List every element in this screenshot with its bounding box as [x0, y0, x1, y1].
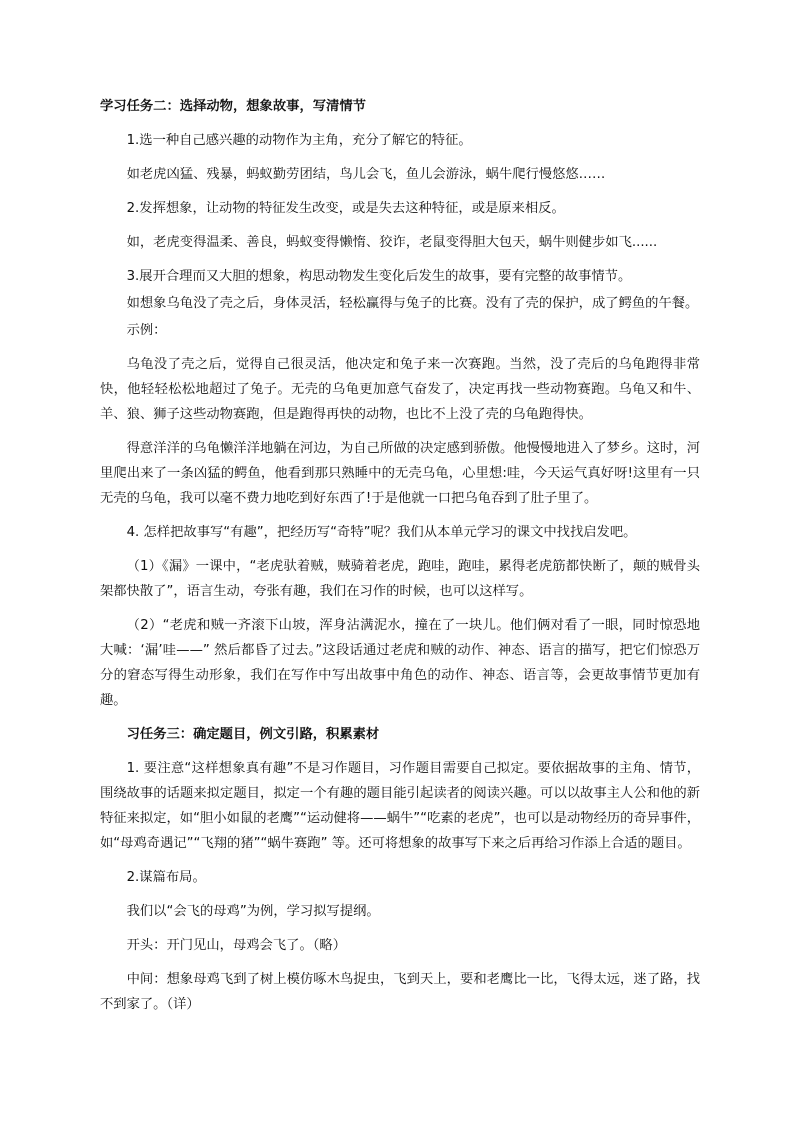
task3-item1: 1. 要注意“这样想象真有趣”不是习作题目，习作题目需要自己拟定。要依据故事的主角、情节，围绕故事的话题来拟定题目，拟定一个有趣的题目能引起读者的阅读兴趣。可以以故事主人公和他的新特征来拟定，如“胆小如鼠的老鹰”“运动健将——蜗牛”“吃素的老虎”，也可以是动物经历的奇异事件，如“母鸡奇遇记”“飞翔的猪”“蜗牛赛跑” 等。还可将想象的故事写下来之后再给习作添上合适的题目。	[100, 761, 700, 851]
task2-item4: 4. 怎样把故事写“有趣”，把经历写“奇特”呢？我们从本单元学习的课文中找找启发吧。	[126, 525, 637, 540]
task2-item3: 3.展开合理而又大胆的想象，构思动物发生变化后发生的故事，要有完整的故事情节。	[126, 269, 632, 284]
task3-item2: 2.谋篇布局。	[126, 870, 206, 885]
task2-item4-sub1: （1）《漏》一课中，“老虎驮着贼，贼骑着老虎，跑哇，跑哇，累得老虎筋都快断了，颠的贼骨头架都快散了”，语言生动，夸张有趣，我们在习作的时候，也可以这样写。	[100, 559, 700, 599]
example-paragraph-1: 乌龟没了壳之后，觉得自己很灵活，他决定和兔子来一次赛跑。当然，没了壳后的乌龟跑得非常快，他轻轻松松地超过了兔子。无壳的乌龟更加意气奋发了，决定再找一些动物赛跑。乌龟又和牛、羊、狼、狮子这些动物赛跑，但是跑得再快的动物，也比不上没了壳的乌龟跑得快。	[100, 357, 700, 422]
example-paragraph-2: 得意洋洋的乌龟懒洋洋地躺在河边，为自己所做的决定感到骄傲。他慢慢地进入了梦乡。这时，河里爬出来了一条凶猛的鳄鱼，他看到那只熟睡中的无壳乌龟，心里想:哇，今天运气真好呀!这里有一只无壳的乌龟，我可以毫不费力地吃到好东西了!于是他就一口把乌龟吞到了肚子里了。	[100, 441, 700, 506]
task2-item3-example: 如想象乌龟没了壳之后，身体灵活，轻松赢得与兔子的比赛。没有了壳的保护，成了鳄鱼的午餐。	[126, 296, 699, 311]
task2-item2: 2.发挥想象，让动物的特征发生改变，或是失去这种特征，或是原来相反。	[126, 201, 565, 216]
task2-item1: 1.选一种自己感兴趣的动物作为主角，充分了解它的特征。	[126, 133, 472, 148]
task2-item4-sub2: （2）“老虎和贼一齐滚下山坡，浑身沾满泥水，撞在了一块儿。他们俩对看了一眼，同时惊恐地大喊：‘漏’哇——” 然后都昏了过去。”这段话通过老虎和贼的动作、神态、语言的描写，把它们惊恐万分的窘态写得生动形象，我们在写作中写出故事中角色的动作、神态、语言等，会更故事情节更加有趣。	[100, 618, 700, 708]
outline-middle: 中间：想象母鸡飞到了树上模仿啄木鸟捉虫，飞到天上，要和老鹰比一比，飞得太远，迷了路，找不到家了。（详）	[100, 972, 700, 1012]
task2-heading: 学习任务二：选择动物，想象故事，写清情节	[100, 99, 366, 114]
outline-start: 开头：开门见山，母鸡会飞了。（略）	[126, 938, 346, 953]
task2-item1-example: 如老虎凶猛、残暴，蚂蚁勤劳团结，鸟儿会飞，鱼儿会游泳，蜗牛爬行慢悠悠……	[126, 167, 606, 182]
task3-heading: 习任务三：确定题目，例文引路，积累素材	[126, 727, 380, 742]
task2-item2-example: 如，老虎变得温柔、善良，蚂蚁变得懒惰、狡诈，老鼠变得胆大包天，蜗牛则健步如飞......	[126, 235, 658, 250]
document-body	[100, 94, 700, 1017]
outline-intro: 我们以“会飞的母鸡”为例，学习拟写提纲。	[126, 904, 380, 919]
example-label: 示例：	[126, 323, 167, 338]
